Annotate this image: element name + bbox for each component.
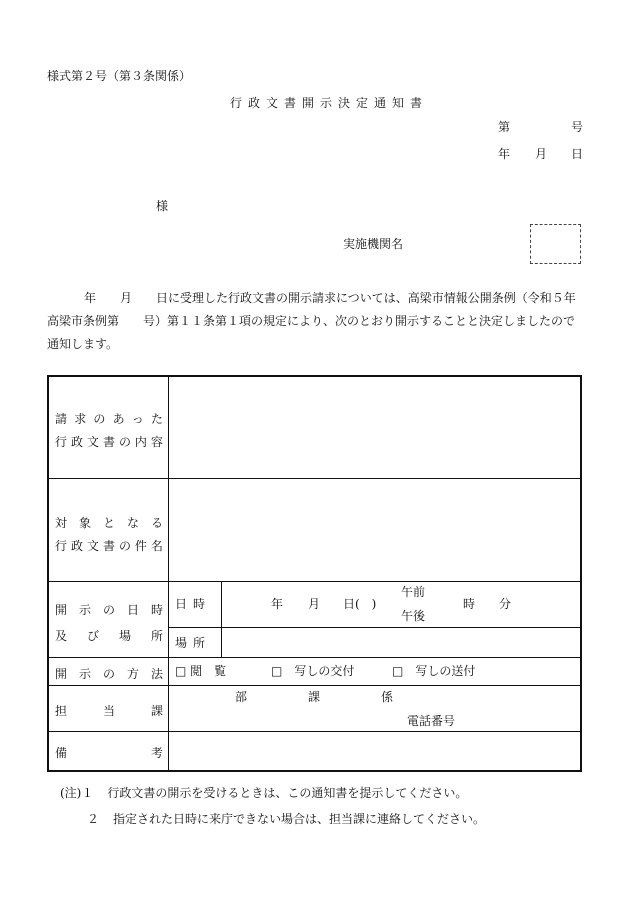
date-day: 日 — [571, 147, 584, 161]
label-request-content-2: 行 政 文 書 の 内 容 — [55, 435, 163, 449]
dt-pm: 午後 — [401, 609, 426, 623]
date-month: 月 — [535, 147, 548, 161]
label-target-doc-1: 対 象 と な る — [55, 516, 163, 530]
tantou-ka: 課 — [308, 690, 321, 704]
method-label: 開 示 の 方 法 — [55, 667, 163, 681]
dt-month: 月 — [308, 597, 321, 611]
body-paragraph — [47, 287, 584, 356]
seal-box — [530, 224, 581, 264]
label-datetime-place-1: 開 示 の 日 時 — [55, 603, 163, 617]
decision-table — [47, 375, 582, 772]
tantou-label: 担 当 課 — [55, 704, 163, 718]
tantou-bu: 部 — [235, 690, 248, 704]
label-datetime-place-2: 及 び 場 所 — [55, 629, 163, 643]
label-request-content-1: 請 求 の あ っ た — [55, 412, 163, 426]
body-line-3: 通知します。 — [47, 337, 119, 351]
agency-label: 実施機関名 — [343, 237, 404, 251]
number-dai: 第 — [498, 120, 511, 134]
remarks-label: 備 考 — [55, 746, 163, 760]
number-go: 号 — [571, 120, 584, 134]
note-2 — [87, 813, 485, 825]
dt-day-weekday: 日( ) — [343, 597, 377, 611]
tantou-kakari: 係 — [381, 690, 394, 704]
method-option-copy-send[interactable]: □ 写しの送付 — [392, 664, 476, 678]
tantou-phone: 電話番号 — [407, 714, 456, 728]
label-target-doc-2: 行 政 文 書 の 件 名 — [55, 539, 163, 553]
note-2-text: 指定された日時に来庁できない場合は、担当課に連絡してください。 — [113, 812, 486, 826]
note-1-prefix: (注)１ — [60, 786, 94, 800]
dt-am: 午前 — [401, 585, 426, 599]
note-1-text: 行政文書の開示を受けるときは、この通知書を提示してください。 — [107, 786, 468, 800]
dt-hour: 時 — [463, 597, 476, 611]
note-1 — [60, 787, 467, 799]
datetime-label: 日時 — [175, 597, 212, 611]
method-option-view[interactable]: □ 閲 覧 — [175, 664, 227, 678]
recipient-suffix: 様 — [156, 199, 169, 213]
method-option-copy-issue[interactable]: □ 写しの交付 — [271, 664, 355, 678]
date-year: 年 — [498, 147, 511, 161]
note-2-prefix: ２ — [87, 812, 100, 826]
place-label: 場所 — [175, 636, 212, 650]
body-line-2: 高梁市条例第 号）第１１条第１項の規定により、次のとおり開示することと決定しましたので — [47, 314, 576, 328]
dt-minute: 分 — [499, 597, 512, 611]
body-line-1: 年 月 日に受理した行政文書の開示請求については、高梁市情報公開条例（令和５年 — [84, 291, 576, 305]
form-number: 様式第２号（第３条関係） — [47, 69, 192, 83]
document-title: 行政文書開示決定通知書 — [230, 96, 429, 110]
dt-year: 年 — [271, 597, 284, 611]
